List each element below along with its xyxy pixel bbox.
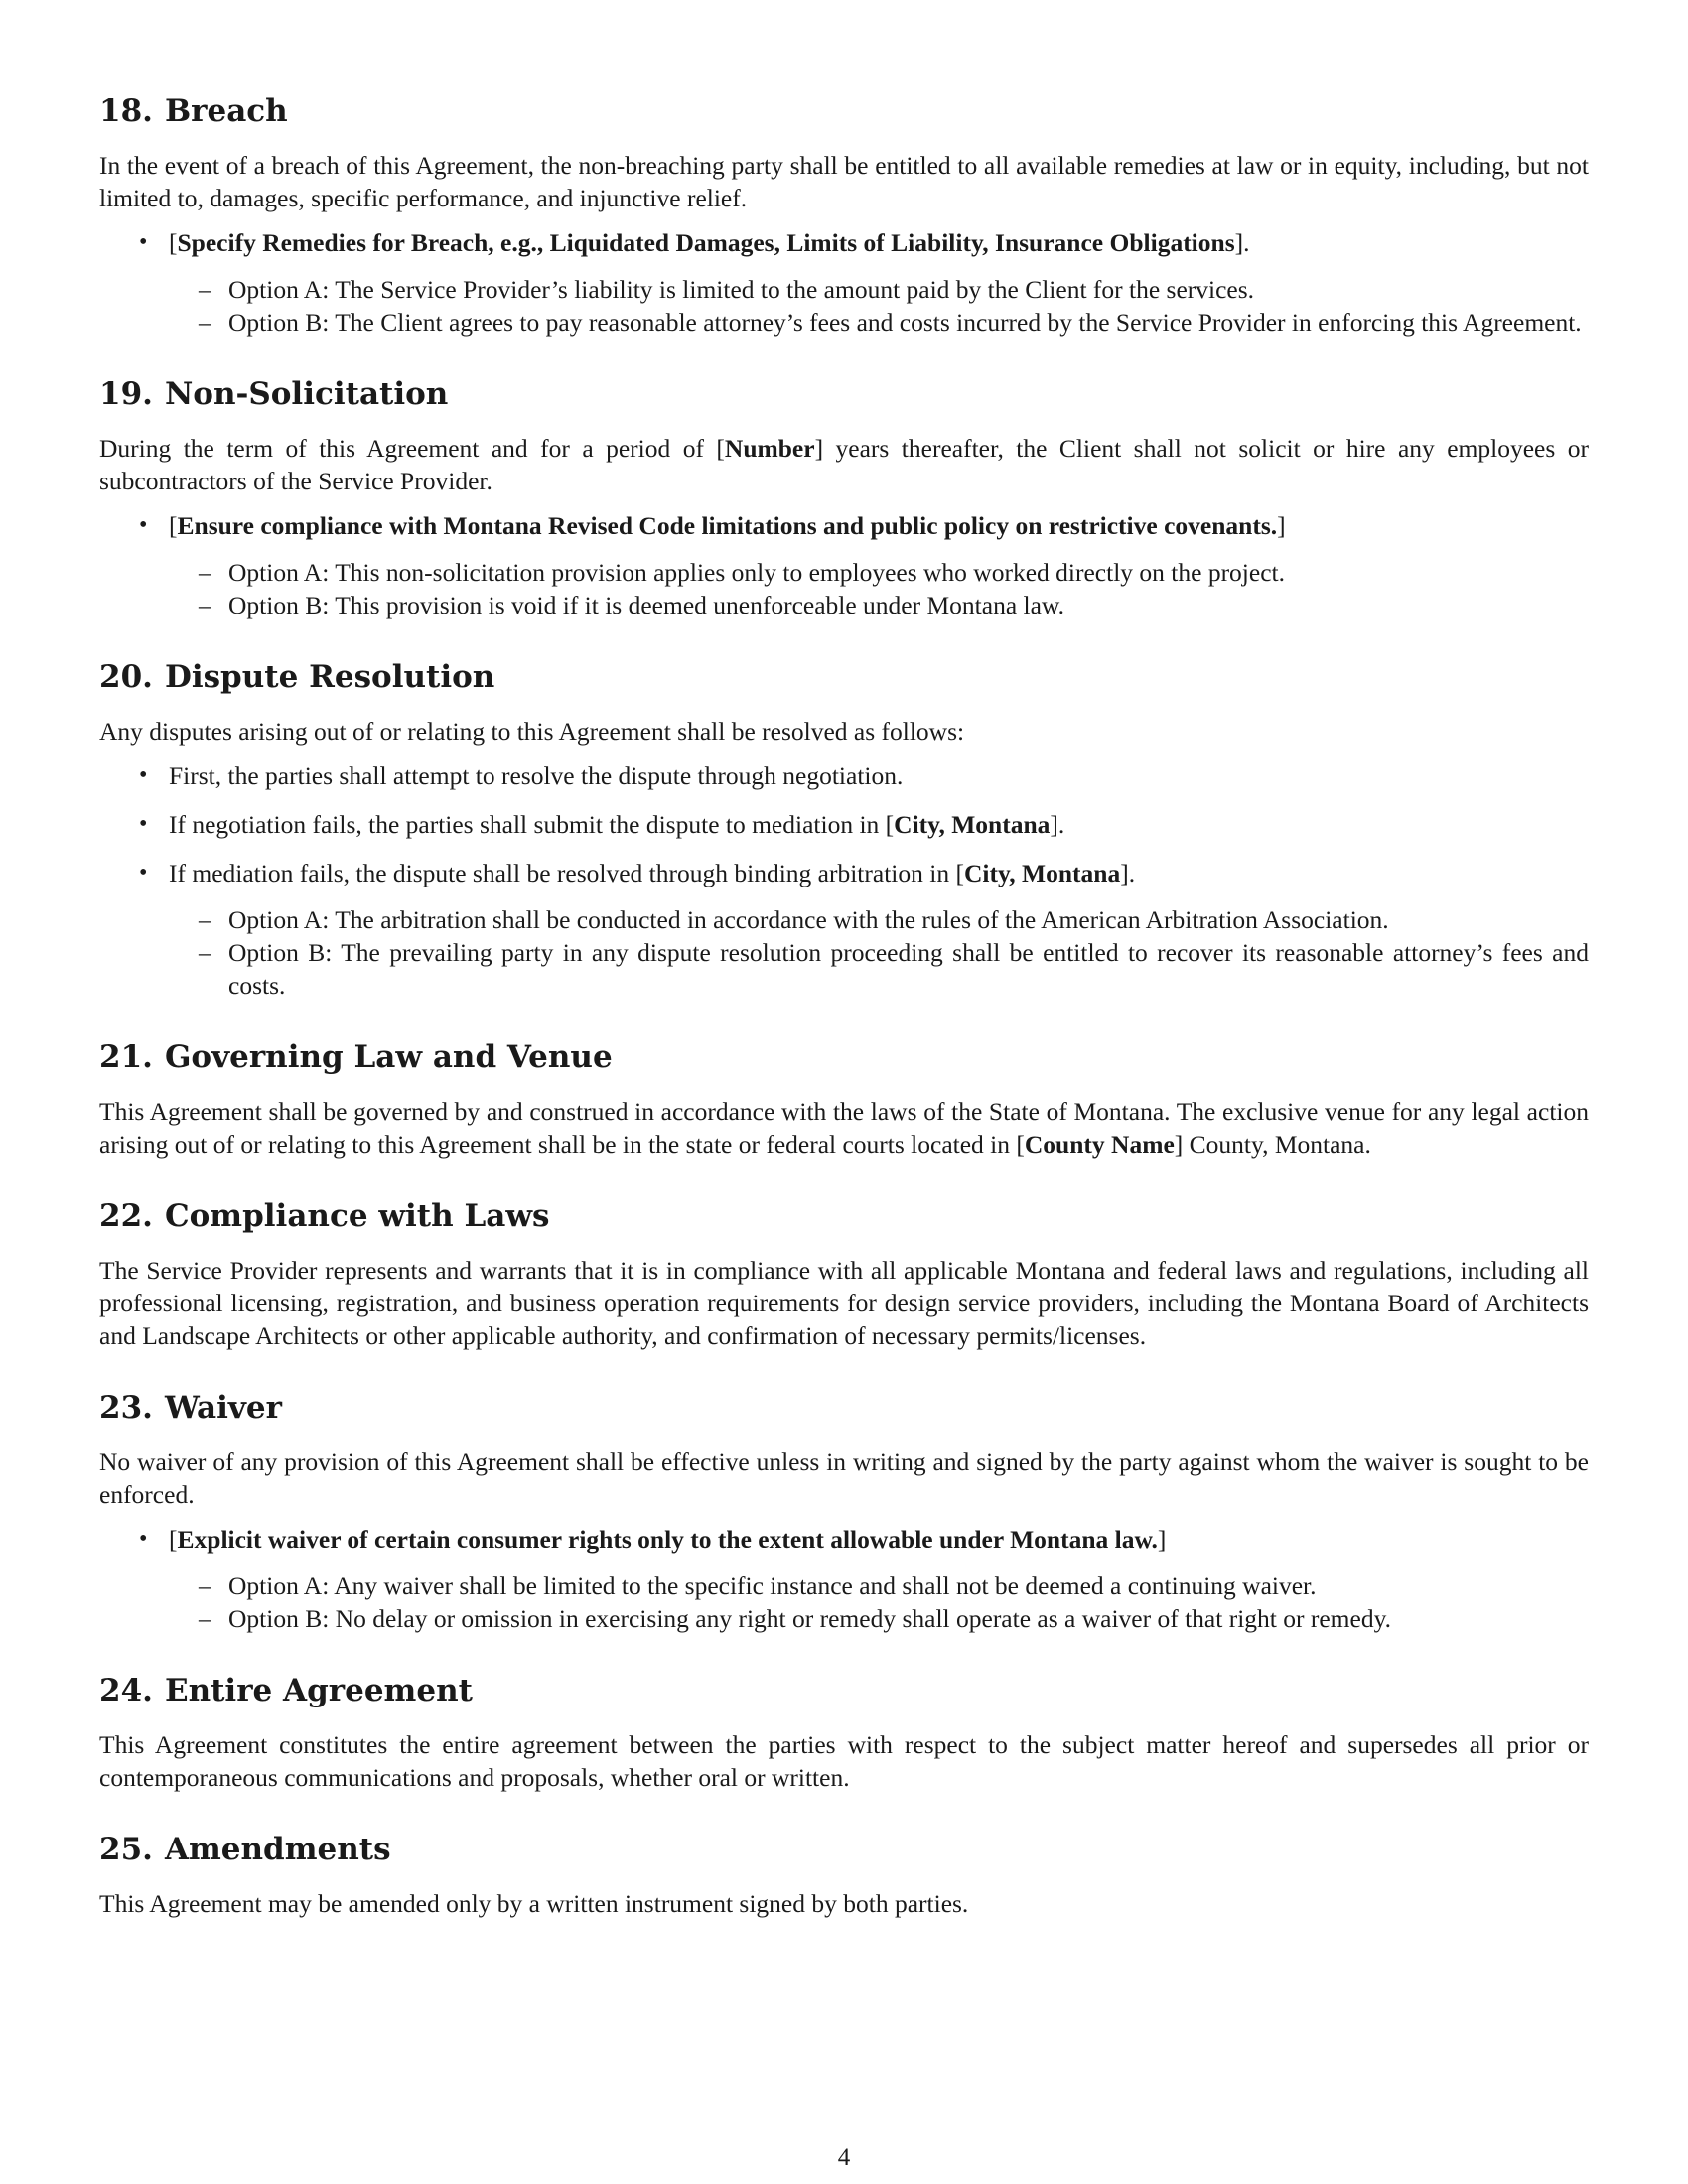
section-dispute-resolution	[99, 657, 1589, 1002]
section-title: Amendments	[164, 1832, 391, 1867]
section-heading: 22. Compliance with Laws	[99, 1198, 550, 1234]
list-item: • [Explicit waiver of certain consumer rights only to the extent allowable under Montana law.] – Option A: Any waiver shall be limited to the specific instance and shall not be deemed a continuing waiver. – Option B: No delay or omission in exercising any right or remedy shall operate as a waiver of that right or remedy.	[99, 1523, 1589, 1635]
bullet-list	[99, 226, 1589, 339]
section-body: This Agreement shall be governed by and construed in accordance with the laws of the State of Montana. The exclusive venue for any legal action arising out of or relating to this Agreement shall be in the state or federal courts located in [County Name] County, Montana.	[99, 1097, 1589, 1159]
option-item: – Option B: The Client agrees to pay reasonable attorney’s fees and costs incurred by the Service Provider in enforcing this Agreement.	[99, 306, 1589, 339]
option-item: – Option B: No delay or omission in exercising any right or remedy shall operate as a waiver of that right or remedy.	[99, 1602, 1589, 1635]
list-item: • If mediation fails, the dispute shall be resolved through binding arbitration in [City, Montana]. – Option A: The arbitration shall be conducted in accordance with the rules of the American Arbitration Association. – Option B: The prevailing party in any dispute resolution proceeding shall be entitled to recover its reasonable attorney’s fees and costs.	[99, 857, 1589, 1002]
section-heading: 20. Dispute Resolution	[99, 659, 495, 695]
section-title: Non-Solicitation	[164, 376, 449, 412]
bullet-list	[99, 509, 1589, 621]
option-list	[169, 903, 1589, 1002]
document-page	[99, 91, 1589, 1956]
section-heading: 23. Waiver	[99, 1390, 282, 1426]
section-title: Dispute Resolution	[164, 659, 495, 695]
list-item: • [Specify Remedies for Breach, e.g., Liquidated Damages, Limits of Liability, Insurance Obligations]. – Option A: The Service Provider’s liability is limited to the amount paid by the Client for the services. – Option B: The Client agrees to pay reasonable attorney’s fees and costs incurred by the Service Provider in enforcing this Agreement.	[99, 226, 1589, 339]
section-body: During the term of this Agreement and for a period of [Number] years thereafter, the Client shall not solicit or hire any employees or subcontractors of the Service Provider.	[99, 434, 1589, 495]
section-entire-agreement	[99, 1671, 1589, 1794]
option-list	[169, 273, 1589, 339]
section-title: Breach	[164, 93, 288, 129]
section-governing-law	[99, 1037, 1589, 1160]
option-list	[169, 1570, 1589, 1635]
section-heading: 25. Amendments	[99, 1832, 391, 1867]
section-non-solicitation	[99, 374, 1589, 621]
option-item: – Option A: Any waiver shall be limited to the specific instance and shall not be deemed a continuing waiver.	[99, 1570, 1589, 1602]
section-title: Entire Agreement	[164, 1673, 473, 1708]
section-title: Compliance with Laws	[164, 1198, 550, 1234]
list-item: • [Ensure compliance with Montana Revised Code limitations and public policy on restrictive covenants.] – Option A: This non-solicitation provision applies only to employees who worked directly on the project. – Option B: This provision is void if it is deemed unenforceable under Montana law.	[99, 509, 1589, 621]
section-body: Any disputes arising out of or relating to this Agreement shall be resolved as follows:	[99, 717, 965, 746]
option-item: – Option B: The prevailing party in any dispute resolution proceeding shall be entitled to recover its reasonable attorney’s fees and costs.	[99, 936, 1589, 1002]
section-heading: 18. Breach	[99, 93, 288, 129]
section-heading: 24. Entire Agreement	[99, 1673, 473, 1708]
option-item: – Option A: The arbitration shall be conducted in accordance with the rules of the American Arbitration Association.	[99, 903, 1589, 936]
section-heading: 21. Governing Law and Venue	[99, 1039, 613, 1075]
section-body: In the event of a breach of this Agreement, the non-breaching party shall be entitled to all available remedies at law or in equity, including, but not limited to, damages, specific performance, and injunctive relief.	[99, 151, 1589, 212]
bullet-list	[99, 759, 1589, 1002]
section-body: The Service Provider represents and warrants that it is in compliance with all applicable Montana and federal laws and regulations, including all professional licensing, registration, and business operation requirements for design service providers, including the Montana Board of Architects and Landscape Architects or other applicable authority, and confirmation of necessary permits/licenses.	[99, 1256, 1589, 1350]
section-body: This Agreement may be amended only by a written instrument signed by both parties.	[99, 1889, 969, 1918]
section-breach	[99, 91, 1589, 339]
option-item: – Option A: The Service Provider’s liability is limited to the amount paid by the Client for the services.	[99, 273, 1589, 306]
section-waiver	[99, 1388, 1589, 1635]
section-compliance	[99, 1196, 1589, 1352]
page-number: 4	[837, 2144, 851, 2171]
section-body: No waiver of any provision of this Agreement shall be effective unless in writing and signed by the party against whom the waiver is sought to be enforced.	[99, 1447, 1589, 1509]
section-title: Governing Law and Venue	[164, 1039, 613, 1075]
option-list	[169, 556, 1589, 621]
section-amendments	[99, 1830, 1589, 1920]
option-item: – Option B: This provision is void if it is deemed unenforceable under Montana law.	[99, 589, 1589, 621]
section-body: This Agreement constitutes the entire agreement between the parties with respect to the subject matter hereof and supersedes all prior or contemporaneous communications and proposals, whether oral or written.	[99, 1730, 1589, 1792]
section-heading: 19. Non-Solicitation	[99, 376, 449, 412]
bullet-list	[99, 1523, 1589, 1635]
list-item: • If negotiation fails, the parties shall submit the dispute to mediation in [City, Montana].	[99, 808, 1589, 841]
section-title: Waiver	[164, 1390, 282, 1426]
list-item: • First, the parties shall attempt to resolve the dispute through negotiation.	[99, 759, 1589, 792]
option-item: – Option A: This non-solicitation provision applies only to employees who worked directly on the project.	[99, 556, 1589, 589]
